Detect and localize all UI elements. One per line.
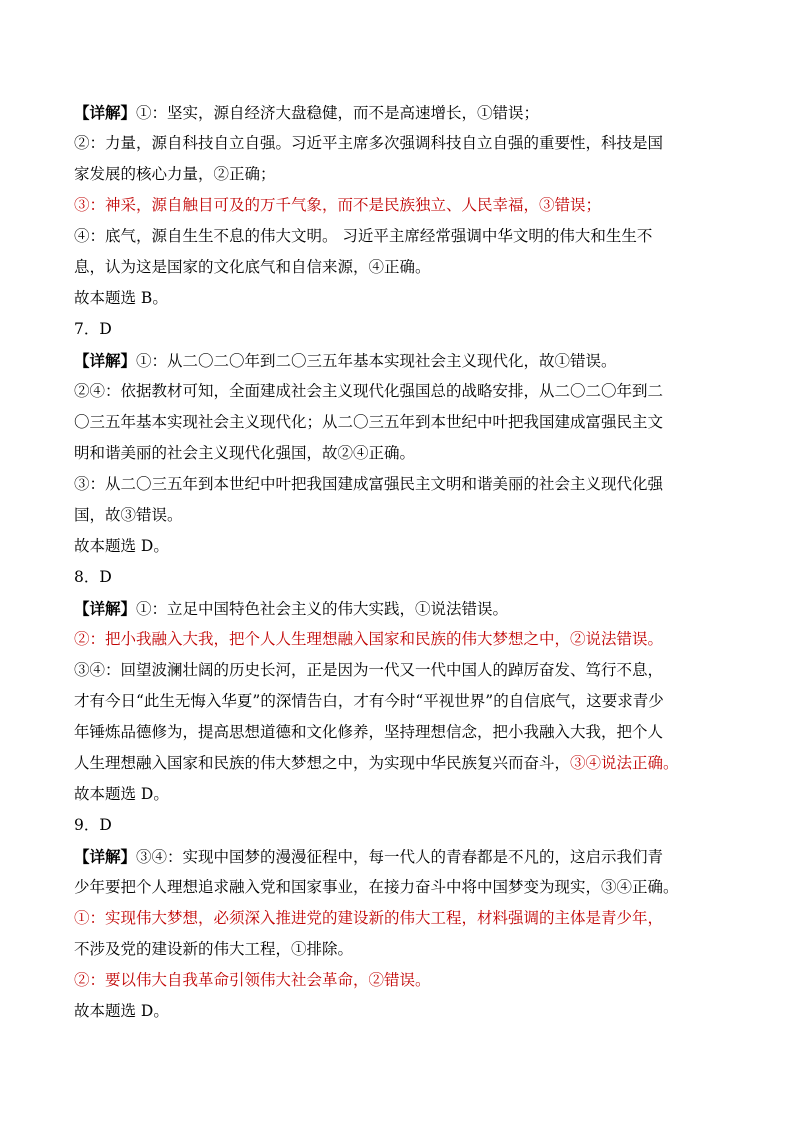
text-line [74, 624, 726, 655]
text-segment: ③④说法正确。 [570, 754, 679, 772]
text-line [74, 655, 726, 686]
answer-explanation-text [74, 97, 726, 1027]
text-segment: ②：把小我融入大我，把个人人生理想融入国家和民族的伟大梦想之中，②说法错误。 [74, 630, 664, 648]
text-line [74, 531, 726, 562]
text-line [74, 407, 726, 438]
text-segment: ③：神采，源自触目可及的万千气象，而不是民族独立、人民幸福，③错误； [74, 196, 602, 214]
text-line [74, 593, 726, 624]
text-segment: ①：立足中国特色社会主义的伟大实践，①说法错误。 [136, 600, 509, 618]
detail-label: 【详解】 [74, 351, 137, 370]
text-segment: ①：实现伟大梦想，必须深入推进党的建设新的伟大工程，材料强调的主体是青少年， [74, 909, 664, 927]
text-segment: ③：从二〇三五年到本世纪中叶把我国建成富强民主文明和谐美丽的社会主义现代化强 [74, 475, 664, 493]
text-line [74, 810, 726, 841]
text-line [74, 97, 726, 128]
text-segment: ②④：依据教材可知，全面建成社会主义现代化强国总的战略安排，从二〇二〇年到二 [74, 382, 664, 400]
text-line [74, 500, 726, 531]
text-line [74, 686, 726, 717]
text-segment: 才有今日“此生无悔入华夏”的深情告白，才有今时“平视世界”的自信底气，这要求青少 [74, 692, 664, 710]
text-line [74, 903, 726, 934]
text-line [74, 872, 726, 903]
text-line [74, 469, 726, 500]
text-line [74, 252, 726, 283]
text-line [74, 283, 726, 314]
detail-label: 【详解】 [74, 847, 137, 866]
text-segment: ②：力量，源自科技自立自强。习近平主席多次强调科技自立自强的重要性，科技是国 [74, 134, 664, 152]
text-line [74, 438, 726, 469]
text-line [74, 965, 726, 996]
text-segment: 8．D [74, 568, 112, 586]
text-segment: 国，故③错误。 [74, 506, 183, 524]
text-line [74, 376, 726, 407]
text-segment: 〇三五年基本实现社会主义现代化；从二〇三五年到本世纪中叶把我国建成富强民主文 [74, 413, 664, 431]
detail-label: 【详解】 [74, 599, 137, 618]
text-segment: 故本题选 D。 [74, 1002, 169, 1020]
text-line [74, 159, 726, 190]
text-line [74, 314, 726, 345]
text-segment: ③④：回望波澜壮阔的历史长河，正是因为一代又一代中国人的踔厉奋发、笃行不息， [74, 661, 664, 679]
text-line [74, 345, 726, 376]
text-line [74, 190, 726, 221]
text-segment: ④：底气，源自生生不息的伟大文明。 习近平主席经常强调中华文明的伟大和生生不 [74, 227, 653, 245]
text-segment: ①：从二〇二〇年到二〇三五年基本实现社会主义现代化，故①错误。 [136, 352, 617, 370]
text-segment: 家发展的核心力量，②正确； [74, 165, 276, 183]
text-segment: 年锤炼品德修为，提高思想道德和文化修养，坚持理想信念，把小我融入大我，把个人 [74, 723, 664, 741]
text-segment: 人生理想融入国家和民族的伟大梦想之中，为实现中华民族复兴而奋斗， [74, 754, 571, 772]
text-segment: ①：坚实，源自经济大盘稳健，而不是高速增长，①错误； [136, 104, 540, 122]
text-segment: 故本题选 D。 [74, 537, 169, 555]
text-line [74, 996, 726, 1027]
text-segment: ②：要以伟大自我革命引领伟大社会革命，②错误。 [74, 971, 431, 989]
text-segment: 7．D [74, 320, 112, 338]
text-segment: 息，认为这是国家的文化底气和自信来源，④正确。 [74, 258, 431, 276]
text-segment: 故本题选 B。 [74, 289, 168, 307]
text-line [74, 717, 726, 748]
text-line [74, 221, 726, 252]
text-segment: 不涉及党的建设新的伟大工程，①排除。 [74, 940, 354, 958]
text-line [74, 562, 726, 593]
text-segment: ③④：实现中国梦的漫漫征程中，每一代人的青春都是不凡的，这启示我们青 [136, 848, 664, 866]
text-segment: 少年要把个人理想追求融入党和国家事业，在接力奋斗中将中国梦变为现实，③④正确。 [74, 878, 679, 896]
text-segment: 9．D [74, 816, 112, 834]
text-segment: 明和谐美丽的社会主义现代化强国，故②④正确。 [74, 444, 416, 462]
text-line [74, 128, 726, 159]
text-segment: 故本题选 D。 [74, 785, 169, 803]
text-line [74, 748, 726, 779]
detail-label: 【详解】 [74, 103, 137, 122]
text-line [74, 841, 726, 872]
text-line [74, 779, 726, 810]
text-line [74, 934, 726, 965]
